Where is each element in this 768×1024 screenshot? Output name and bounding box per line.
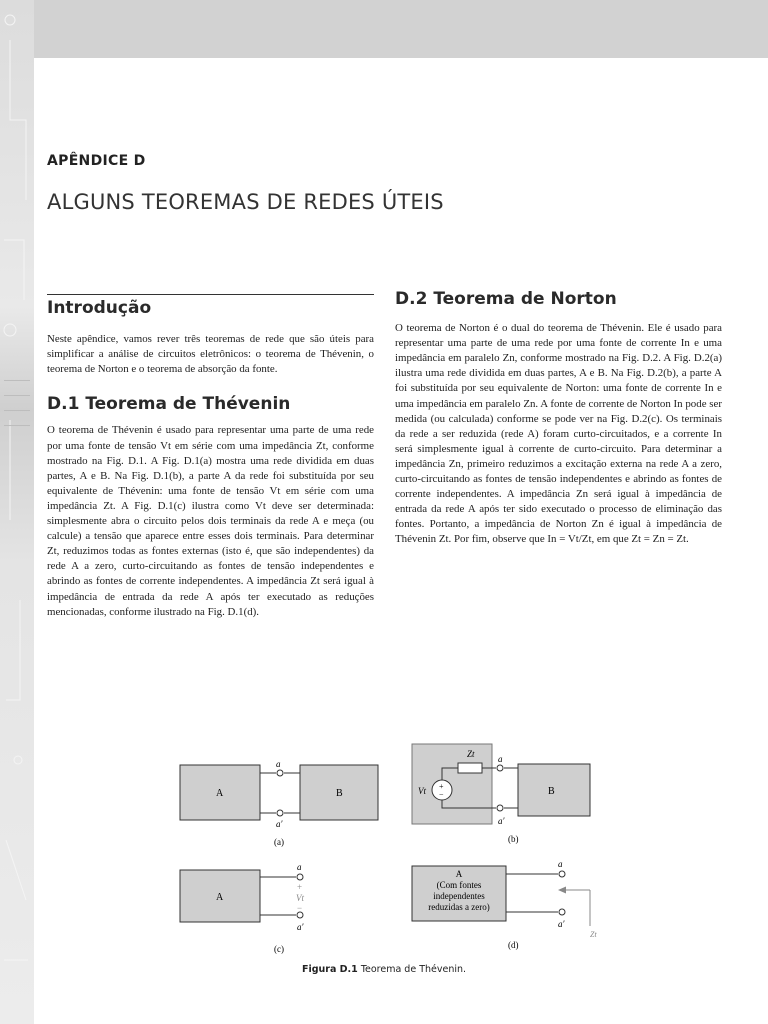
terminal-a-prime: [277, 810, 283, 816]
box-line4: reduzidas a zero): [428, 902, 490, 912]
svg-text:−: −: [439, 790, 444, 799]
section-rule: [47, 294, 374, 295]
panel-b: [412, 744, 590, 844]
panel-d: [412, 859, 597, 950]
intro-body: Neste apêndice, vamos rever três teoremas de rede que são úteis para simplificar a análise de circuitos eletrônicos: o teorema de Thévenin, o teorema de Norton e o teorema de absorção da fonte.: [47, 333, 374, 376]
panel-c: [180, 862, 305, 954]
panel-c-label: (c): [274, 944, 284, 954]
source-label: Vt: [418, 786, 426, 796]
impedance-label: Zt: [590, 930, 597, 939]
term-a-label: a: [498, 754, 503, 764]
term-a-label: a: [558, 859, 563, 869]
box-line1: A: [455, 869, 463, 879]
arrow-icon: [558, 887, 566, 894]
term-a-prime-label: a′: [558, 919, 565, 929]
term-a-prime-label: a′: [276, 819, 283, 829]
thevenin-equivalent-box: [412, 744, 492, 824]
thevenin-body: O teorema de Thévenin é usado para representar uma parte de uma rede por uma fonte de tensão Vt em série com uma impedância Zt, conforme mostrado na Fig. D.1. A Fig. D.1(a) mostra uma rede dividida em duas partes, A e B. Na Fig. D.1(b), a parte A da rede foi substituída por seu equivalente de Thévenin: uma fonte de tensão Vt em série com uma impedância Zt. A Fig. D.1(c) ilustra como Vt deve ser determinada: simplesmente abra o circuito pelos dois terminais da rede A e meça (ou calcule) a tensão que aparece entre esses dois terminais. Para determinar Zt, reduzimos todas as fontes externas (isto é, que são independentes) da rede A a zero, curto-circuitando as fontes de tensão independentes e abrindo as fontes de corrente independentes. A impedância Zt será igual à impedância de entrada da rede A após ter executado as reduções mencionadas, conforme ilustrado na Fig. D.1(d).: [47, 424, 374, 618]
box-line2: (Com fontes: [436, 880, 482, 890]
panel-a-label: (a): [274, 837, 284, 847]
chapter-title: ALGUNS TEOREMAS DE REDES ÚTEIS: [47, 190, 444, 214]
box-line3: independentes: [433, 891, 485, 901]
thevenin-figure: [170, 740, 600, 970]
thevenin-heading: D.1 Teorema de Thévenin: [47, 394, 291, 415]
box-a-label: A: [216, 788, 224, 799]
left-column: [47, 294, 374, 620]
appendix-label: APÊNDICE D: [47, 153, 146, 169]
header-band: [0, 0, 768, 58]
term-a-label: a: [297, 862, 302, 872]
box-b-label: B: [548, 786, 555, 797]
figure-caption: [0, 964, 768, 975]
decorative-side-strip: [0, 0, 34, 1024]
term-a-prime-label: a′: [498, 816, 505, 826]
impedance-resistor: [458, 763, 482, 773]
panel-b-label: (b): [508, 834, 519, 844]
terminal-a: [277, 770, 283, 776]
panel-d-label: (d): [508, 940, 519, 950]
norton-heading: D.2 Teorema de Norton: [395, 289, 617, 309]
right-column: [395, 289, 722, 548]
impedance-label: Zt: [467, 749, 475, 759]
intro-heading: Introdução: [47, 298, 152, 318]
voltage-label: Vt: [296, 893, 304, 903]
plus-label: +: [297, 882, 303, 892]
caption-label: Figura D.1: [301, 964, 358, 975]
svg-text:+: +: [439, 782, 444, 791]
box-b-label: B: [336, 788, 343, 799]
decorative-circuit-pattern: [0, 0, 34, 1024]
panel-a: [180, 759, 378, 847]
term-a-prime-label: a′: [297, 922, 304, 932]
caption-text: Teorema de Thévenin.: [360, 964, 467, 975]
minus-label: −: [297, 903, 303, 913]
box-a-label: A: [216, 892, 224, 903]
term-a-label: a: [276, 759, 281, 769]
norton-body: O teorema de Norton é o dual do teorema de Thévenin. Ele é usado para representar uma parte de uma rede por uma fonte de corrente In e uma impedância em paralelo Zn, conforme mostrado na Fig. D.2. A Fig. D.2(a) ilustra uma rede dividida em duas partes, A e B. Na Fig. D.2(b), a parte A foi substituída por seu equivalente de Norton: uma fonte de corrente In e uma impedância em paralelo Zn. A fonte de corrente de Norton In pode ser medida (ou calculada) conforme se pode ver na Fig. D.2(c). Os terminais da rede a ser reduzida (rede A) foram curto-circuitados, e a corrente In será simplesmente igual à corrente de curto-circuito. Para determinar a impedância Zn, primeiro reduzimos a excitação externa na rede A a zero, curto-circuitando as fontes de tensão independentes e abrindo as fontes de corrente independentes. A impedância Zn será igual à impedância de entrada da rede A após ter sido executado o processo de eliminação das fontes. Portanto, a impedância de Norton Zn é igual à impedância de Thévenin Zt. Por fim, observe que In = Vt/Zt, em que Zt = Zn = Zt.: [395, 322, 722, 546]
